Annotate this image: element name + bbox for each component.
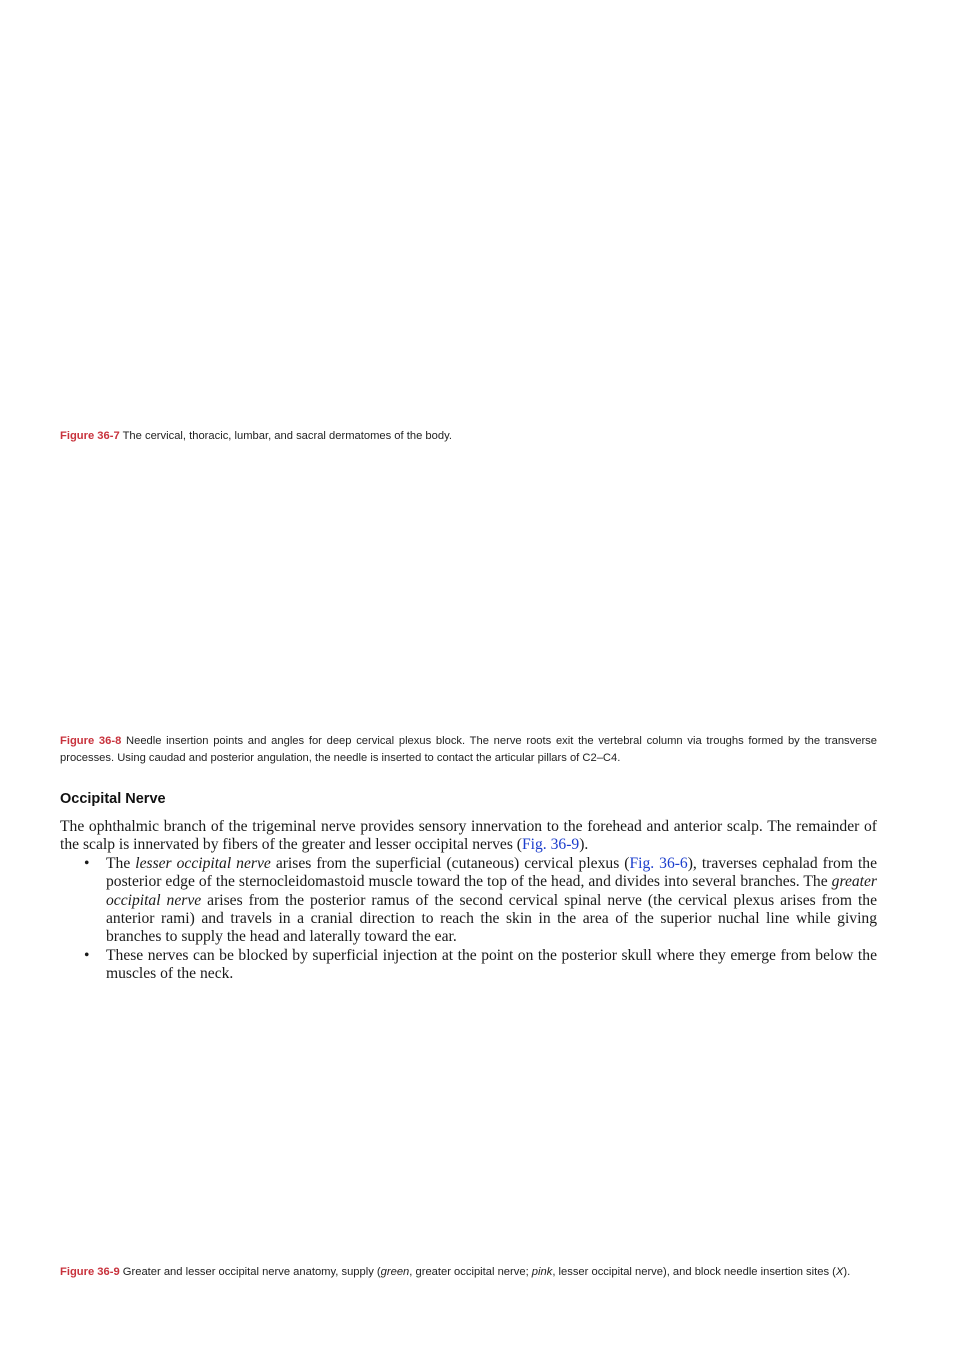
- figure-caption-text: The cervical, thoracic, lumbar, and sacral dermatomes of the body.: [122, 430, 452, 442]
- list-item-text: arises from the superficial (cutaneous) cervical plexus (: [270, 854, 630, 872]
- emphasis-term: lesser occipital nerve: [135, 854, 271, 872]
- section-heading: Occipital Nerve: [60, 791, 166, 807]
- bullet-icon: •: [84, 854, 90, 872]
- figure-caption-text: Greater and lesser occipital nerve anatomy, supply (: [122, 1266, 381, 1278]
- caption-emphasis: green: [380, 1266, 410, 1278]
- bullet-icon: •: [84, 946, 90, 964]
- section-body: [60, 818, 877, 984]
- figure-caption-text: Needle insertion points and angles for deep cervical plexus block. The nerve roots exit the vertebral column via troughs formed by the transverse processes. Using caudad and posterior angulation, the needle is inserted to contact the articular pillars of C2–C4.: [60, 735, 877, 764]
- intro-paragraph: [60, 818, 877, 855]
- list-item-text: ), traverses cephalad from the posterior edge of the sternocleidomastoid muscle toward the top of the head, and divides into several branches. The: [106, 854, 877, 891]
- figure-label: Figure 36-8: [60, 735, 122, 747]
- list-item-text: arises from the posterior ramus of the second cervical spinal nerve (the cervical plexus arises from the anterior rami) and travels in a cranial direction to reach the skin in the area of the superior nuchal line while giving branches to supply the head and laterally toward the ear.: [106, 891, 878, 946]
- figure-caption-text: , greater occipital nerve;: [409, 1266, 532, 1278]
- figure-caption-text: , lesser occipital nerve), and block needle insertion sites (: [552, 1266, 836, 1278]
- caption-emphasis: X: [835, 1266, 844, 1278]
- list-item: [60, 855, 877, 947]
- figure-caption-36-7: [60, 428, 877, 445]
- caption-emphasis: pink: [531, 1266, 553, 1278]
- list-item-text: These nerves can be blocked by superficial injection at the point on the posterior skull where they emerge from below the muscles of the neck.: [106, 946, 877, 983]
- list-item-text: The: [106, 854, 136, 872]
- intro-text: The ophthalmic branch of the trigeminal nerve provides sensory innervation to the forehead and anterior scalp. The remainder of the scalp is innervated by fibers of the greater and lesser occipital nerves (: [60, 818, 877, 854]
- figure-reference-link[interactable]: Fig. 36-6: [629, 854, 688, 872]
- figure-label: Figure 36-9: [60, 1266, 120, 1278]
- figure-caption-36-8: [60, 733, 877, 767]
- figure-caption-text: ).: [843, 1266, 851, 1278]
- figure-label: Figure 36-7: [60, 430, 120, 442]
- intro-end: ).: [579, 836, 589, 854]
- list-item: [60, 947, 877, 984]
- emphasis-term: greater occipital nerve: [106, 873, 877, 909]
- figure-caption-36-9: [60, 1264, 877, 1281]
- bullet-list: [60, 855, 877, 984]
- figure-reference-link[interactable]: Fig. 36-9: [522, 836, 580, 854]
